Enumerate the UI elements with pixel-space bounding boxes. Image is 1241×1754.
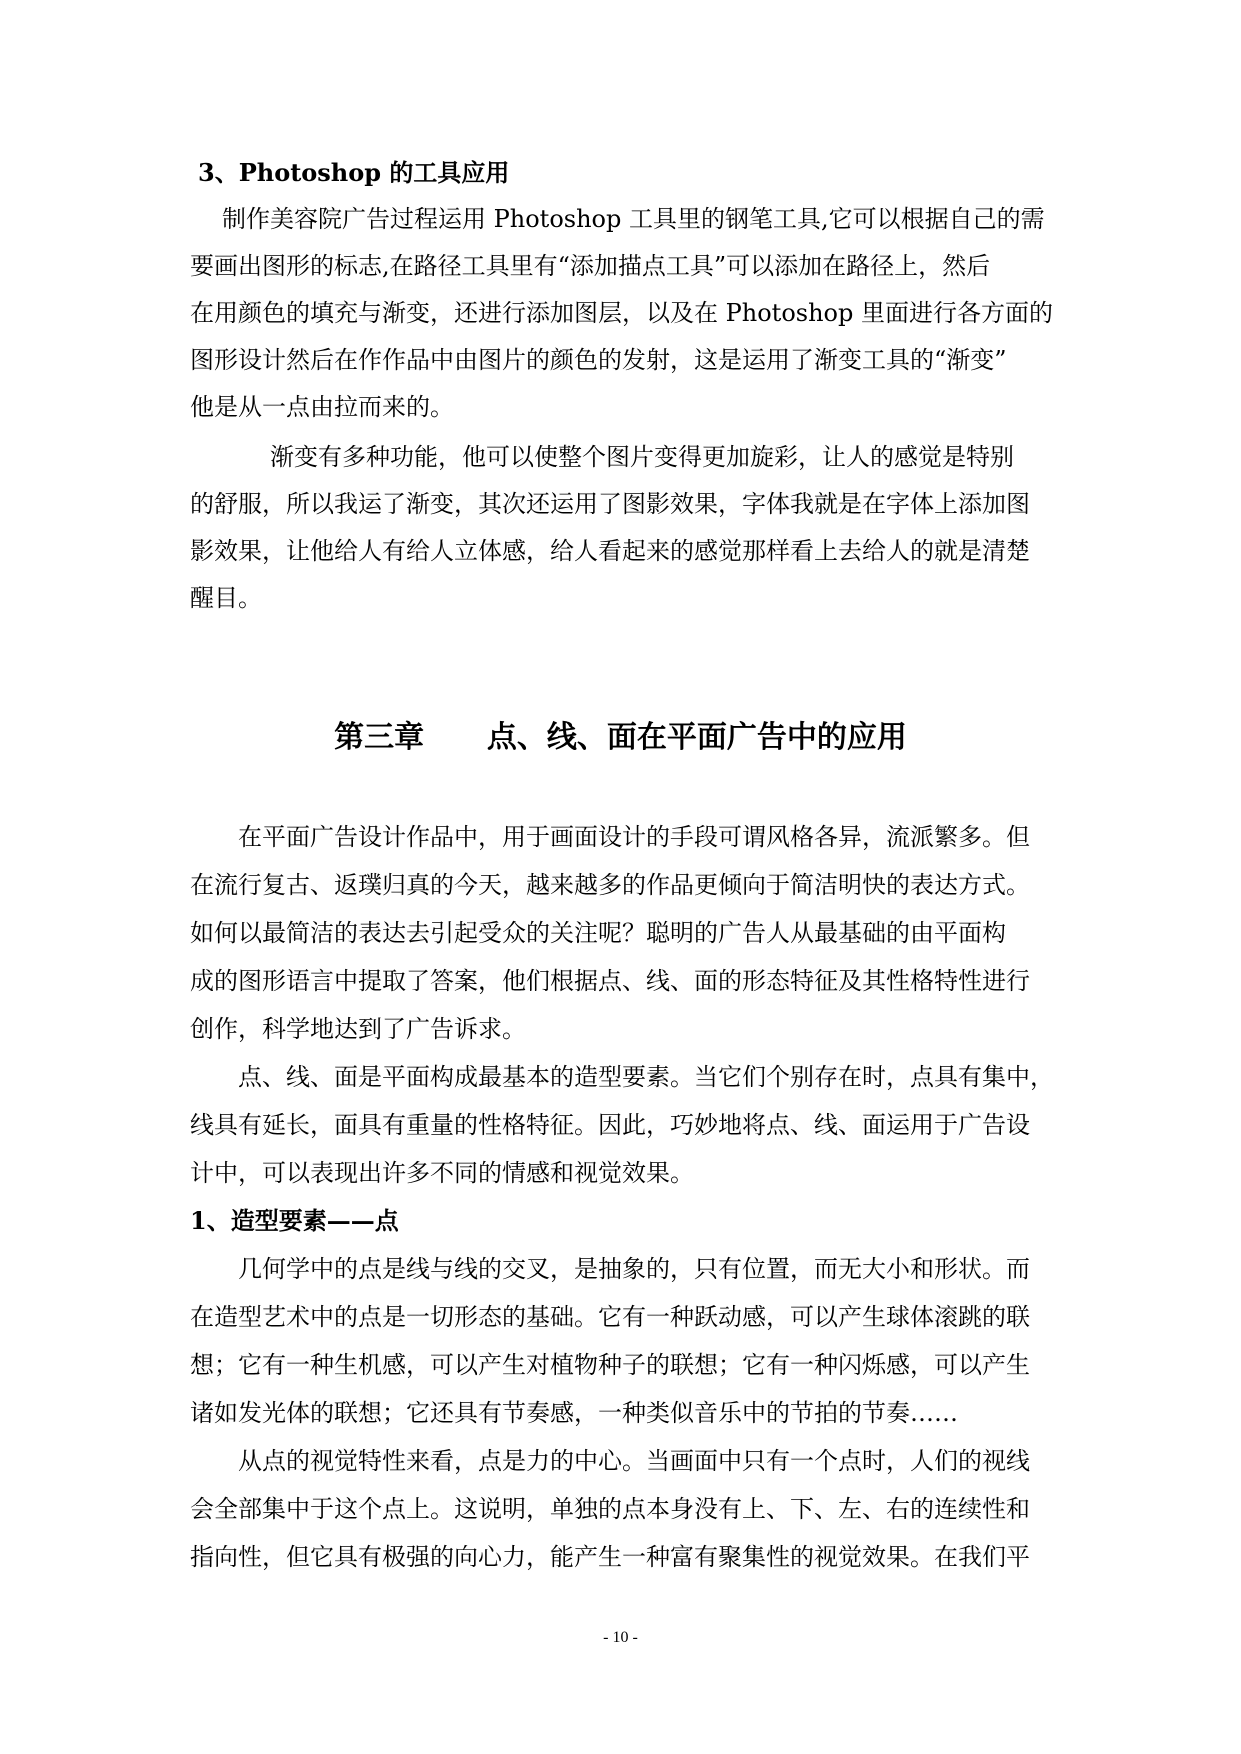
subsection-heading: 1、造型要素——点 <box>190 1206 399 1235</box>
paragraph-line: 在流行复古、返璞归真的今天，越来越多的作品更倾向于简洁明快的表达方式。 <box>190 871 1030 899</box>
paragraph-line: 点、线、面是平面构成最基本的造型要素。当它们个别存在时，点具有集中， <box>238 1063 1054 1091</box>
page-number: - 10 - <box>603 1629 638 1646</box>
paragraph-line: 在用颜色的填充与渐变，还进行添加图层，以及在 Photoshop 里面进行各方面的 <box>190 299 1053 327</box>
paragraph-line: 指向性，但它具有极强的向心力，能产生一种富有聚集性的视觉效果。在我们平 <box>190 1543 1030 1571</box>
paragraph-line: 从点的视觉特性来看，点是力的中心。当画面中只有一个点时，人们的视线 <box>238 1447 1030 1475</box>
paragraph-line: 影效果，让他给人有给人立体感，给人看起来的感觉那样看上去给人的就是清楚 <box>190 537 1030 565</box>
paragraph-line: 如何以最简洁的表达去引起受众的关注呢？聪明的广告人从最基础的由平面构 <box>190 919 1006 947</box>
paragraph-line: 要画出图形的标志,在路径工具里有“添加描点工具”可以添加在路径上，然后 <box>190 252 991 280</box>
paragraph-line: 在平面广告设计作品中，用于画面设计的手段可谓风格各异，流派繁多。但 <box>238 823 1030 851</box>
section-heading: 3、Photoshop 的工具应用 <box>198 158 510 187</box>
paragraph-line: 渐变有多种功能，他可以使整个图片变得更加旋彩，让人的感觉是特别 <box>270 443 1014 471</box>
paragraph-line: 制作美容院广告过程运用 Photoshop 工具里的钢笔工具,它可以根据自己的需 <box>222 205 1045 233</box>
paragraph-line: 线具有延长，面具有重量的性格特征。因此，巧妙地将点、线、面运用于广告设 <box>190 1111 1030 1139</box>
paragraph-line: 诸如发光体的联想；它还具有节奏感，一种类似音乐中的节拍的节奏…… <box>190 1399 958 1427</box>
paragraph-line: 他是从一点由拉而来的。 <box>190 393 454 421</box>
paragraph-line: 创作，科学地达到了广告诉求。 <box>190 1015 526 1043</box>
paragraph-line: 成的图形语言中提取了答案，他们根据点、线、面的形态特征及其性格特性进行 <box>190 967 1030 995</box>
paragraph-line: 会全部集中于这个点上。这说明，单独的点本身没有上、下、左、右的连续性和 <box>190 1495 1030 1523</box>
paragraph-line: 在造型艺术中的点是一切形态的基础。它有一种跃动感，可以产生球体滚跳的联 <box>190 1303 1030 1331</box>
chapter-title: 第三章 点、线、面在平面广告中的应用 <box>334 720 907 755</box>
paragraph-line: 的舒服，所以我运了渐变，其次还运用了图影效果，字体我就是在字体上添加图 <box>190 490 1030 518</box>
paragraph-line: 醒目。 <box>190 584 262 612</box>
paragraph-line: 计中，可以表现出许多不同的情感和视觉效果。 <box>190 1159 694 1187</box>
paragraph-line: 想；它有一种生机感，可以产生对植物种子的联想；它有一种闪烁感，可以产生 <box>190 1351 1030 1379</box>
paragraph-line: 图形设计然后在作作品中由图片的颜色的发射，这是运用了渐变工具的“渐变” <box>190 346 1007 374</box>
paragraph-line: 几何学中的点是线与线的交叉，是抽象的，只有位置，而无大小和形状。而 <box>238 1255 1030 1283</box>
